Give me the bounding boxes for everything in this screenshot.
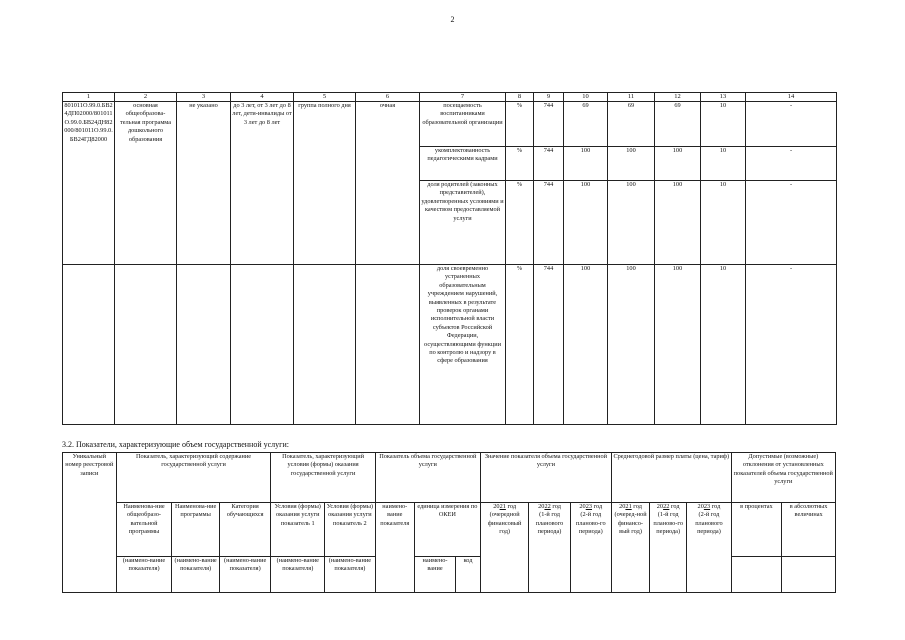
deviation-percent: в процентах — [731, 503, 782, 557]
header-condition: Показатель, характеризующий условия (формы) оказания государственной услуги — [271, 453, 375, 503]
year-2-value — [529, 503, 570, 593]
year-1: 21 — [499, 503, 506, 510]
year-prefix: 20 — [656, 503, 664, 510]
year-suffix: год — [633, 503, 642, 510]
indicator-deviation-pct: 10 — [701, 181, 746, 265]
indicator-unit: % — [506, 147, 534, 181]
avg-year-2-note: (1-й год планово-го периода) — [653, 511, 683, 536]
year-suffix: год — [670, 503, 680, 510]
note-cell: (наимено-вание показателя) — [116, 557, 172, 593]
year-prefix: 20 — [619, 503, 626, 510]
col-number: 5 — [294, 93, 356, 102]
page-number: 2 — [450, 15, 455, 24]
unit-name: наимено-вание — [414, 557, 455, 593]
indicator-code: 744 — [534, 265, 564, 425]
col-number: 12 — [655, 93, 701, 102]
sub-condition-1: Условия (формы) оказания услуги показатель 1 — [271, 503, 325, 557]
indicator-name: укомплектованность педагогическими кадрами — [420, 147, 506, 181]
year-3-note: (2-й год планово-го периода) — [576, 511, 606, 536]
col-number: 8 — [506, 93, 534, 102]
volume-indicators-table — [62, 452, 836, 593]
indicator-deviation-abs: - — [746, 147, 837, 181]
sub-content-3: Категория обучающихся — [219, 503, 271, 557]
indicator-value-1: 100 — [564, 265, 608, 425]
registry-number: 801011О.99.0.БВ24ДП02000/801011О.99.0.БВ24ДН82000/801011О.99.0.БВ24ГД82000 — [63, 102, 115, 265]
year-1-value — [480, 503, 529, 593]
col-number: 10 — [564, 93, 608, 102]
program-category: не указано — [177, 102, 231, 265]
indicator-name: доля своевременно устраненных образовательным учреждением нарушений, выявленных в результате проверок органами исполнительной власти субъектов Российской Федерации, осуществляющими функции по контролю и надзору в сфере образования — [420, 265, 506, 425]
study-form: очная — [356, 102, 420, 265]
empty-cell — [177, 265, 231, 425]
empty-cell — [115, 265, 177, 425]
sub-condition-2: Условия (формы) оказания услуги показатель 2 — [325, 503, 376, 557]
header-volume — [375, 453, 480, 503]
header-volume-title: Показатель объема государственной услуги — [379, 453, 477, 469]
header-value: Значение показателя объема государственной услуги — [480, 453, 611, 503]
avg-year-3-note: (2-й год планового периода) — [695, 511, 723, 536]
empty-cell — [294, 265, 356, 425]
year-3: 23 — [703, 503, 711, 510]
year-prefix: 20 — [538, 503, 545, 510]
indicator-value-3: 100 — [655, 181, 701, 265]
program-name: основная общеобразова-тельная программа дошкольного образования — [115, 102, 177, 265]
note-cell: (наимено-вание показателя) — [219, 557, 271, 593]
column-number-row — [63, 93, 837, 102]
indicator-code: 744 — [534, 102, 564, 147]
stay-mode: группа полного дня — [294, 102, 356, 265]
indicator-value-1: 69 — [564, 102, 608, 147]
avg-year-3 — [687, 503, 731, 593]
indicator-value-2: 100 — [608, 147, 655, 181]
year-prefix: 20 — [579, 503, 586, 510]
deviation-absolute: в абсолютных величинах — [782, 503, 836, 557]
indicator-value-1: 100 — [564, 147, 608, 181]
indicator-value-2: 100 — [608, 181, 655, 265]
col-number: 9 — [534, 93, 564, 102]
empty-cell — [731, 557, 782, 593]
col-number: 14 — [746, 93, 837, 102]
table-row — [63, 102, 837, 147]
avg-year-1-note: (очеред-ной финансо-вый год) — [614, 511, 647, 536]
indicator-value-3: 100 — [655, 265, 701, 425]
col-number: 11 — [608, 93, 655, 102]
indicator-value-2: 100 — [608, 265, 655, 425]
student-category: до 3 лет, от 3 лет до 8 лет, дети-инвалиды от 3 лет до 8 лет — [231, 102, 294, 265]
indicator-deviation-pct: 10 — [701, 265, 746, 425]
col-number: 7 — [420, 93, 506, 102]
volume-indicator-name: наимено-вание показателя — [375, 503, 414, 593]
indicator-value-3: 100 — [655, 147, 701, 181]
year-prefix: 20 — [493, 503, 500, 510]
header-deviation: Допустимые (возможные) отклонения от установленных показателей объема государственной услуги — [731, 453, 835, 503]
year-2: 22 — [544, 503, 551, 510]
indicator-value-3: 69 — [655, 102, 701, 147]
header-unique-number: Уникальный номер реестровой записи — [63, 453, 117, 593]
indicator-deviation-abs: - — [746, 102, 837, 147]
indicator-name: доля родителей (законных представителей), удовлетворенных условиями и качеством предоставляемой услуги — [420, 181, 506, 265]
col-number: 3 — [177, 93, 231, 102]
year-suffix: год — [593, 503, 603, 510]
year-1: 21 — [625, 503, 632, 510]
quality-indicators-table — [62, 92, 837, 425]
col-number: 2 — [115, 93, 177, 102]
empty-cell — [782, 557, 836, 593]
note-cell: (наимено-вание показателя) — [172, 557, 219, 593]
indicator-deviation-abs: - — [746, 265, 837, 425]
indicator-name: посещаемость воспитанниками образовательной организации — [420, 102, 506, 147]
year-2-note: (1-й год планового периода) — [535, 511, 564, 536]
avg-year-1 — [611, 503, 649, 593]
avg-year-2 — [650, 503, 687, 593]
subheader-row — [63, 503, 836, 557]
col-number: 1 — [63, 93, 115, 102]
header-row — [63, 453, 836, 503]
indicator-deviation-pct: 10 — [701, 102, 746, 147]
indicator-unit: % — [506, 181, 534, 265]
unit-code: код — [456, 557, 481, 593]
year-prefix: 20 — [697, 503, 704, 510]
indicator-code: 744 — [534, 181, 564, 265]
year-suffix: год — [552, 503, 561, 510]
header-avg-price: Среднегодовой размер платы (цена, тариф) — [611, 453, 731, 503]
year-3-value — [570, 503, 611, 593]
section-title: 3.2. Показатели, характеризующие объем государственной услуги: — [62, 440, 289, 449]
table-row — [63, 265, 837, 425]
col-number: 4 — [231, 93, 294, 102]
empty-cell — [356, 265, 420, 425]
year-suffix: год — [507, 503, 517, 510]
volume-unit-title: единица измерения по ОКЕИ — [417, 503, 478, 519]
note-cell: (наимено-вание показателя) — [325, 557, 376, 593]
header-content: Показатель, характеризующий содержание государственной услуги — [116, 453, 271, 503]
indicator-unit: % — [506, 102, 534, 147]
indicator-code: 744 — [534, 147, 564, 181]
year-3: 23 — [585, 503, 592, 510]
indicator-value-1: 100 — [564, 181, 608, 265]
volume-unit — [414, 503, 480, 557]
col-number: 13 — [701, 93, 746, 102]
indicator-deviation-abs: - — [746, 181, 837, 265]
indicator-value-2: 69 — [608, 102, 655, 147]
col-number: 6 — [356, 93, 420, 102]
indicator-deviation-pct: 10 — [701, 147, 746, 181]
note-cell: (наимено-вание показателя) — [271, 557, 325, 593]
indicator-unit: % — [506, 265, 534, 425]
sub-content-1: Наименова-ние общеобразо-вательной программы — [116, 503, 172, 557]
year-1-note: (очередной финансовый год) — [487, 511, 522, 536]
year-2: 22 — [663, 503, 670, 510]
year-suffix: год — [711, 503, 721, 510]
empty-cell — [63, 265, 115, 425]
empty-cell — [231, 265, 294, 425]
sub-content-2: Наименова-ние программы — [172, 503, 219, 557]
